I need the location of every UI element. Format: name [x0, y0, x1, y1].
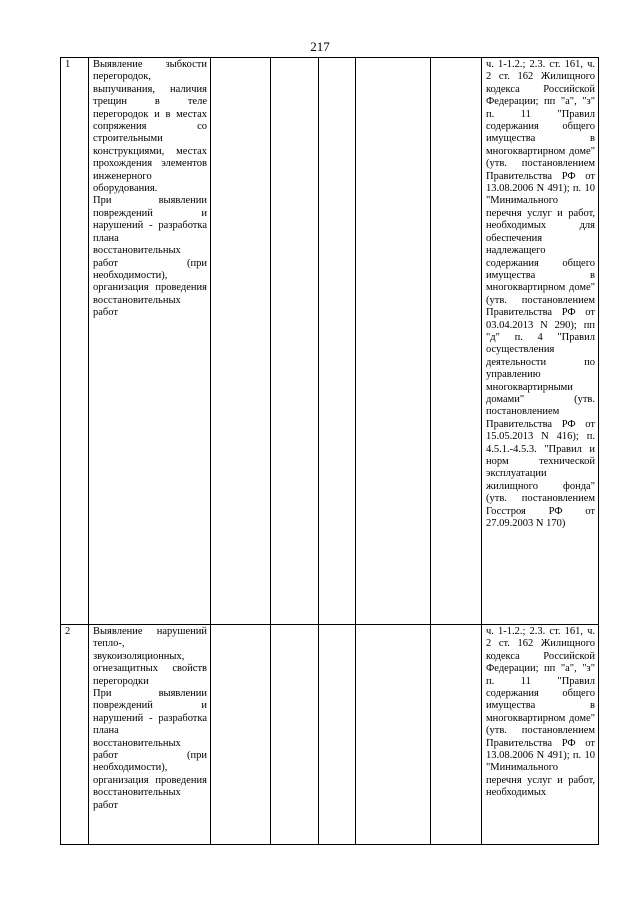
empty-cell: [356, 625, 431, 845]
row-number: 1: [61, 58, 89, 625]
empty-cell: [431, 625, 482, 845]
empty-cell: [319, 625, 356, 845]
empty-cell: [356, 58, 431, 625]
empty-cell: [211, 58, 271, 625]
page-number: 217: [310, 39, 330, 54]
empty-cell: [211, 625, 271, 845]
row-number: 2: [61, 625, 89, 845]
work-description: Выявление нарушений тепло-, звукоизоляционных, огнезащитных свойств перегородки При выявлении повреждений и нарушений - разработка плана восстановительных работ (при необходимости), организация проведения восстановительных работ: [89, 625, 211, 845]
requirements-table: [60, 57, 599, 845]
empty-cell: [271, 625, 319, 845]
empty-cell: [271, 58, 319, 625]
work-description: Выявление зыбкости перегородок, выпучивания, наличия трещин в теле перегородок и в местах сопряжения со строительными конструкциями, местах прохождения элементов инженерного оборудования. При выявлении повреждений и нарушений - разработка плана восстановительных работ (при необходимости), организация проведения восстановительных работ: [89, 58, 211, 625]
empty-cell: [319, 58, 356, 625]
legal-basis: ч. 1-1.2.; 2.3. ст. 161, ч. 2 ст. 162 Жилищного кодекса Российской Федерации; пп "а", "з" п. 11 "Правил содержания общего имущества в многоквартирном доме" (утв. постановлением Правительства РФ от 13.08.2006 N 491); п. 10 "Минимального перечня услуг и работ, необходимых для обеспечения надлежащего содержания общего имущества в многоквартирном доме" (утв. постановлением Правительства РФ от 03.04.2013 N 290); пп "д" п. 4 "Правил осуществления деятельности по управлению многоквартирными домами" (утв. постановлением Правительства РФ от 15.05.2013 N 416); п. 4.5.1.-4.5.3. "Правил и норм технической эксплуатации жилищного фонда" (утв. постановлением Госстроя РФ от 27.09.2003 N 170): [482, 58, 599, 625]
legal-basis: ч. 1-1.2.; 2.3. ст. 161, ч. 2 ст. 162 Жилищного кодекса Российской Федерации; пп "а", "з" п. 11 "Правил содержания общего имущества в многоквартирном доме" (утв. постановлением Правительства РФ от 13.08.2006 N 491); п. 10 "Минимального перечня услуг и работ, необходимых: [482, 625, 599, 845]
table-row: [61, 58, 599, 625]
table-row: [61, 625, 599, 845]
empty-cell: [431, 58, 482, 625]
